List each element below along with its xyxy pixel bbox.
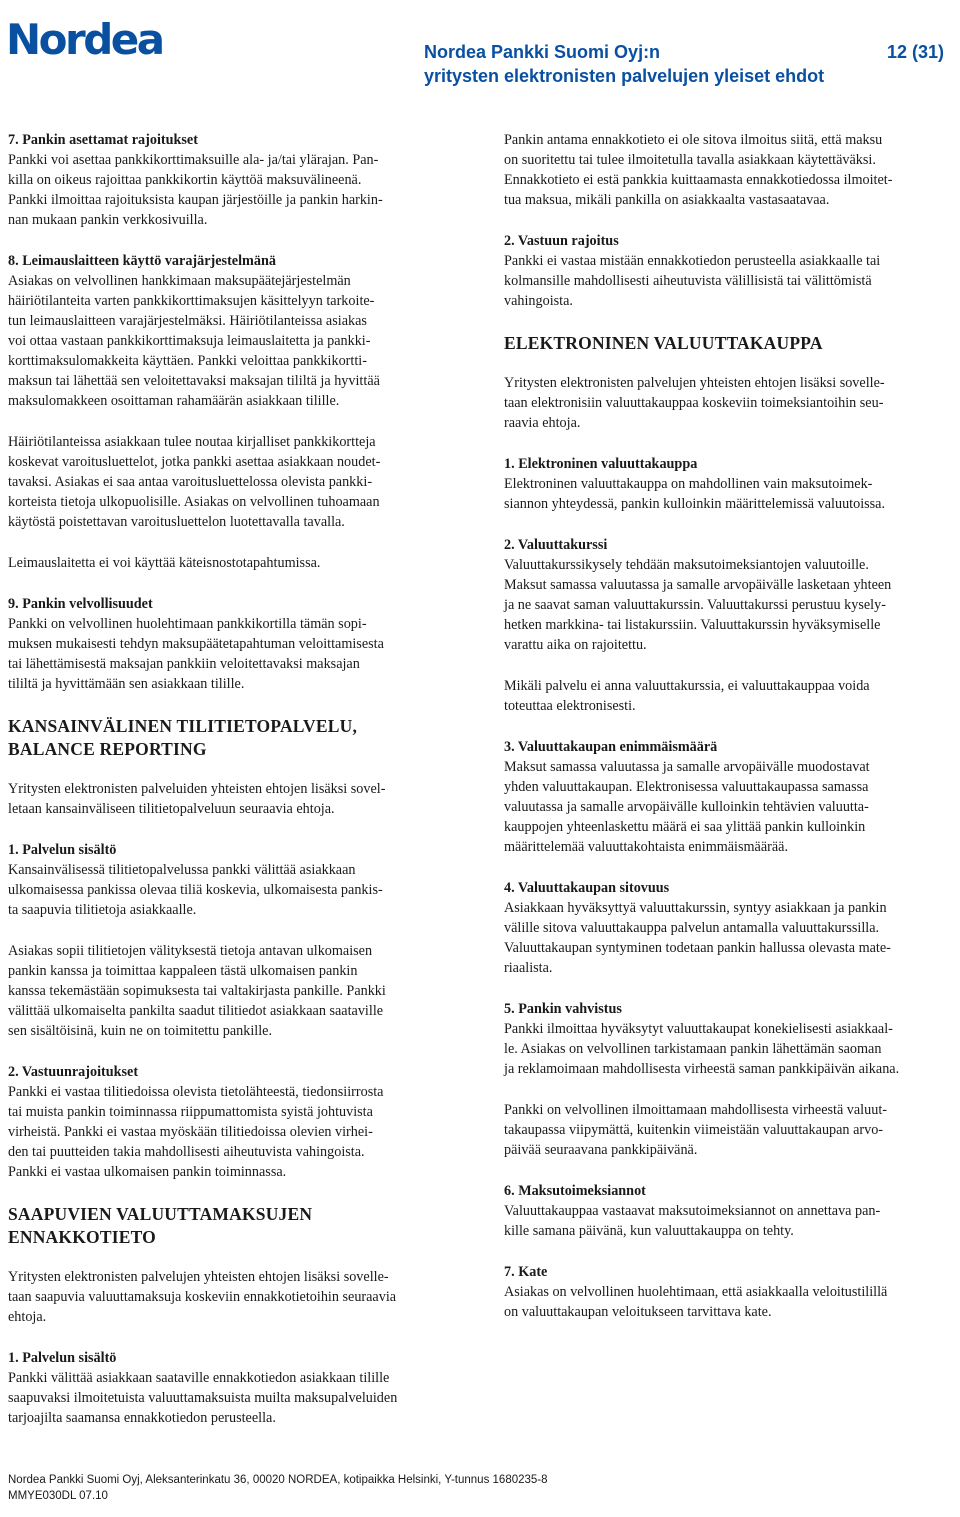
section-text <box>8 150 466 230</box>
text-line: Elektroninen valuuttakauppa on mahdollinen vain maksutoimek- <box>504 476 873 492</box>
paragraph-text <box>8 941 466 1041</box>
text-line: kanssa tekemästään sopimuksesta tai valtakirjasta pankille. Pankki <box>8 983 386 999</box>
text-line: Pankin antama ennakkotieto ei ole sitova ilmoitus siitä, että maksu <box>504 132 883 148</box>
paragraph-text <box>504 130 948 210</box>
page-number: 12 (31) <box>886 42 944 62</box>
text-line: on valuuttakaupan veloitukseen tarvittava kate. <box>504 1304 772 1320</box>
text-line: käytöstä poistettavan varoitusluettelon luotettavalla tavalla. <box>8 514 345 530</box>
section-text <box>504 1282 948 1322</box>
text-line: häiriötilanteita varten pankkikorttimaksujen käsittelyyn tarkoite- <box>8 293 375 309</box>
text-line: Yritysten elektronisten palvelujen yhteisten ehtojen lisäksi sovelle- <box>504 375 885 391</box>
text-line: Asiakas sopii tilitietojen välityksestä tietoja antavan ulkomaisen <box>8 943 373 959</box>
text-line: letaan kansainväliseen tilitietopalveluun seuraavia ehtoja. <box>8 801 335 817</box>
text-line: toteuttaa elektronisesti. <box>504 698 636 714</box>
elektroninen-intro <box>504 373 948 433</box>
right-column <box>504 130 948 1343</box>
text-line: välittää ulkomaiselta pankilta saadut tilitiedot asiakkaan saataville <box>8 1003 384 1019</box>
elektroninen-section-3 <box>504 737 948 857</box>
paragraph-text <box>504 1100 948 1160</box>
text-line: Pankki on velvollinen huolehtimaan pankkikortilla tämän sopi- <box>8 616 367 632</box>
text-line: voi ottaa vastaan pankkikorttimaksuja leimauslaitetta ja pankki- <box>8 333 371 349</box>
section-8-paragraph-2 <box>8 432 466 532</box>
kansainvalinen-section-1-paragraph-2 <box>8 941 466 1041</box>
text-line: välille sitova valuuttakauppa palvelun antamalla valuuttakurssilla. <box>504 920 880 936</box>
saapuvien-section-1 <box>8 1348 466 1428</box>
text-line: tun leimauslaitteen varajärjestelmäksi. Häiriötilanteissa asiakas <box>8 313 367 329</box>
text-line: taan elektronisiin valuuttakauppaa koskeviin toimeksiantoihin seu- <box>504 395 884 411</box>
section-9 <box>8 594 466 694</box>
chapter-title-kansainvalinen <box>8 715 466 761</box>
text-line: Maksut samassa valuutassa ja samalle arvopäivälle muodostavat <box>504 759 870 775</box>
left-column <box>8 130 466 1449</box>
text-line: kille samana päivänä, kun valuuttakauppa on tehty. <box>504 1223 794 1239</box>
text-line: Mikäli palvelu ei anna valuuttakurssia, ei valuuttakauppaa voida <box>504 678 870 694</box>
text-line: ENNAKKOTIETO <box>8 1227 156 1247</box>
text-line: pankin kanssa ja toimittaa kappaleen tästä ulkomaisen pankin <box>8 963 358 979</box>
footer-document-code: MMYE030DL 07.10 <box>8 1490 108 1502</box>
text-line: taan saapuvia valuuttamaksuja koskeviin ennakkotietoihin seuraavia <box>8 1289 397 1305</box>
saapuvien-section-2 <box>504 231 948 311</box>
elektroninen-section-5 <box>504 999 948 1079</box>
text-line: takaupassa viipymättä, kuitenkin viimeistään valuuttakaupan arvo- <box>504 1122 884 1138</box>
text-line: Pankki välittää asiakkaan saataville ennakkotiedon asiakkaan tilille <box>8 1370 390 1386</box>
section-heading: 3. Valuuttakaupan enimmäismäärä <box>504 739 718 755</box>
text-line: kolmansille mahdollisesti aiheutuvista välillisistä tai välittömistä <box>504 273 872 289</box>
text-line: Pankki on velvollinen ilmoittamaan mahdollisesta virheestä valuut- <box>504 1102 887 1118</box>
text-line: Yritysten elektronisten palveluiden yhteisten ehtojen lisäksi sovel- <box>8 781 386 797</box>
paragraph-text <box>504 676 948 716</box>
elektroninen-section-2-paragraph-2 <box>504 676 948 716</box>
text-line: tua maksua, mikäli pankilla on asiakkaalta vastasaatavaa. <box>504 192 830 208</box>
text-line: tavaksi. Asiakas ei saa antaa varoitusluettelossa olevista pankki- <box>8 474 373 490</box>
text-line: Asiakas on velvollinen huolehtimaan, että asiakkaalla veloitustilillä <box>504 1284 888 1300</box>
text-line: vahingoista. <box>504 293 573 309</box>
text-line: Leimauslaitetta ei voi käyttää käteisnostotapahtumissa. <box>8 555 321 571</box>
text-line: Pankki ei vastaa tilitiedoissa olevista tietolähteestä, tiedonsiirrosta <box>8 1084 384 1100</box>
text-line: ja ne saavat saman valuuttakurssin. Valuuttakurssi perustuu kysely- <box>504 597 886 613</box>
section-heading: 2. Valuuttakurssi <box>504 537 608 553</box>
text-line: SAAPUVIEN VALUUTTAMAKSUJEN <box>8 1204 313 1224</box>
paragraph-text <box>8 1267 466 1327</box>
text-line: Pankki ei vastaa mistään ennakkotiedon perusteella asiakkaalle tai <box>504 253 881 269</box>
section-text <box>8 1082 466 1182</box>
elektroninen-section-5-paragraph-2 <box>504 1100 948 1160</box>
text-line: Maksut samassa valuutassa ja samalle arvopäivälle lasketaan yhteen <box>504 577 892 593</box>
text-line: Pankki ei vastaa ulkomaisen pankin toiminnassa. <box>8 1164 287 1180</box>
chapter-title-saapuvien <box>8 1203 466 1249</box>
section-heading: 4. Valuuttakaupan sitovuus <box>504 880 670 896</box>
text-line: valuutassa ja samalle arvopäivälle kulloinkin tehtävien valuutta- <box>504 799 869 815</box>
text-line: saapuvaksi ilmoitetuista valuuttamaksuista muilta maksupalveluiden <box>8 1390 398 1406</box>
paragraph-text <box>504 373 948 433</box>
text-line: siannon yhteydessä, pankin kulloinkin määrittelemissä valuutoissa. <box>504 496 886 512</box>
text-line: KANSAINVÄLINEN TILITIETOPALVELU, <box>8 716 358 736</box>
header-subtitle: yritysten elektronisten palvelujen yleiset ehdot <box>424 66 825 86</box>
paragraph-text <box>8 779 466 819</box>
text-line: Kansainvälisessä tilitietopalvelussa pankki välittää asiakkaan <box>8 862 356 878</box>
text-line: Valuuttakaupan syntyminen todetaan pankin hallussa olevasta mate- <box>504 940 891 956</box>
section-text <box>504 1201 948 1241</box>
kansainvalinen-intro <box>8 779 466 819</box>
section-text <box>504 474 948 514</box>
text-line: den tai puutteiden takia mahdollisesti aiheutuvista vahingoista. <box>8 1144 365 1160</box>
section-text <box>504 1019 948 1079</box>
text-line: killa on oikeus rajoittaa pankkikortin käyttöä maksuvälineenä. <box>8 172 362 188</box>
text-line: ELEKTRONINEN VALUUTTAKAUPPA <box>504 333 823 353</box>
text-line: raavia ehtoja. <box>504 415 581 431</box>
section-8-paragraph-3 <box>8 553 466 573</box>
paragraph-text <box>8 553 466 573</box>
section-7 <box>8 130 466 230</box>
section-heading: 7. Pankin asettamat rajoitukset <box>8 132 198 148</box>
text-line: korteista tietoja ulkopuolisille. Asiakas on velvollinen tuhoamaan <box>8 494 380 510</box>
footer-company-info: Nordea Pankki Suomi Oyj, Aleksanterinkatu 36, 00020 NORDEA, kotipaikka Helsinki, Y-tunnus 1680235-8 <box>8 1474 548 1486</box>
text-line: ta saapuvia tilitietoja asiakkaalle. <box>8 902 197 918</box>
text-line: Pankki ilmoittaa hyväksytyt valuuttakaupat konekielisesti asiakkaal- <box>504 1021 893 1037</box>
elektroninen-section-1 <box>504 454 948 514</box>
text-line: Asiakas on velvollinen hankkimaan maksupäätejärjestelmän <box>8 273 351 289</box>
section-8 <box>8 251 466 411</box>
text-line: hetken markkina- tai listakurssiin. Valuuttakurssin hyväksymiselle <box>504 617 881 633</box>
text-line: ulkomaisessa pankissa olevaa tiliä koskevia, ulkomaisesta pankis- <box>8 882 383 898</box>
text-line: Yritysten elektronisten palvelujen yhteisten ehtojen lisäksi sovelle- <box>8 1269 389 1285</box>
kansainvalinen-section-1 <box>8 840 466 920</box>
text-line: on suoritettu tai tulee ilmoitetulla tavalla asiakkaan käytettäväksi. <box>504 152 876 168</box>
text-line: tai lähettämisestä maksajan pankkiin veloitettavaksi maksajan <box>8 656 360 672</box>
text-line: määrittelemää valuuttakohtaista enimmäismäärää. <box>504 839 789 855</box>
text-line: Valuuttakauppaa vastaavat maksutoimeksiannot on annettava pan- <box>504 1203 881 1219</box>
document-footer <box>8 1472 548 1504</box>
text-line: ja reklamoimaan mahdollisesta virheestä saman pankkipäivän aikana. <box>504 1061 900 1077</box>
section-heading: 2. Vastuun rajoitus <box>504 233 619 249</box>
header-title: Nordea Pankki Suomi Oyj:n <box>424 42 661 62</box>
text-line: koskevat varoitusluettelot, jotka pankki asettaa asiakkaan noudet- <box>8 454 381 470</box>
text-line: nan mukaan pankin verkkosivuilla. <box>8 212 208 228</box>
chapter-title-elektroninen <box>504 332 948 355</box>
text-line: maksulomakkeen osoittaman rahamäärän asiakkaan tilille. <box>8 393 340 409</box>
text-line: sen sisältöisinä, kuin ne on toimitettu pankille. <box>8 1023 273 1039</box>
paragraph-text <box>8 432 466 532</box>
text-line: tililtä ja hyvittämään sen asiakkaan tilille. <box>8 676 245 692</box>
text-line: le. Asiakas on velvollinen tarkistamaan pankin lähettämän saoman <box>504 1041 882 1057</box>
text-line: riaalista. <box>504 960 553 976</box>
section-heading: 6. Maksutoimeksiannot <box>504 1183 646 1199</box>
section-text <box>504 898 948 978</box>
section-heading: 1. Palvelun sisältö <box>8 1350 117 1366</box>
section-heading: 7. Kate <box>504 1264 548 1280</box>
logo-text: Nordea <box>6 16 163 62</box>
text-line: BALANCE REPORTING <box>8 739 207 759</box>
section-heading: 1. Elektroninen valuuttakauppa <box>504 456 698 472</box>
elektroninen-section-6 <box>504 1181 948 1241</box>
section-text <box>504 757 948 857</box>
section-heading: 9. Pankin velvollisuudet <box>8 596 153 612</box>
section-heading: 8. Leimauslaitteen käyttö varajärjestelmänä <box>8 253 276 269</box>
text-line: tarjoajilta saamansa ennakkotiedon perusteella. <box>8 1410 276 1426</box>
text-line: Pankki ilmoittaa rajoituksista kaupan järjestöille ja pankin harkin- <box>8 192 383 208</box>
section-text <box>504 555 948 655</box>
saapuvien-intro <box>8 1267 466 1327</box>
text-line: Asiakkaan hyväksyttyä valuuttakurssin, syntyy asiakkaan ja pankin <box>504 900 887 916</box>
text-line: yhden valuuttakaupan. Elektronisessa valuuttakaupassa samassa <box>504 779 869 795</box>
elektroninen-section-2 <box>504 535 948 655</box>
text-line: Ennakkotieto ei estä pankkia kuittaamasta ennakkotiedossa ilmoitet- <box>504 172 893 188</box>
elektroninen-section-7 <box>504 1262 948 1322</box>
kansainvalinen-section-2 <box>8 1062 466 1182</box>
saapuvien-paragraph-2 <box>504 130 948 210</box>
section-text <box>8 860 466 920</box>
nordea-logo <box>6 16 202 62</box>
section-text <box>504 251 948 311</box>
text-line: Pankki voi asettaa pankkikorttimaksuille ala- ja/tai ylärajan. Pan- <box>8 152 379 168</box>
text-line: tai muista pankin toiminnassa riippumattomista syistä johtuvista <box>8 1104 373 1120</box>
section-text <box>8 1368 466 1428</box>
text-line: virheistä. Pankki ei vastaa myöskään tilitiedoissa olevien virhei- <box>8 1124 373 1140</box>
text-line: korttimaksulomakkeita käyttäen. Pankki veloittaa pankkikortti- <box>8 353 367 369</box>
document-header <box>424 40 944 88</box>
section-text <box>8 271 466 411</box>
section-heading: 5. Pankin vahvistus <box>504 1001 622 1017</box>
text-line: Häiriötilanteissa asiakkaan tulee noutaa kirjalliset pankkikortteja <box>8 434 376 450</box>
text-line: maksun tai lähettää sen veloitettavaksi maksajan tililtä ja hyvittää <box>8 373 380 389</box>
section-heading: 2. Vastuunrajoitukset <box>8 1064 139 1080</box>
text-line: varattu aika on rajoitettu. <box>504 637 647 653</box>
text-line: muksen mukaisesti tehdyn maksupäätetapahtuman veloittamisesta <box>8 636 384 652</box>
elektroninen-section-4 <box>504 878 948 978</box>
text-line: kauppojen yhteenlaskettu määrä ei saa ylittää pankin kulloinkin <box>504 819 866 835</box>
text-line: ehtoja. <box>8 1309 47 1325</box>
text-line: päivää seuraavana pankkipäivänä. <box>504 1142 698 1158</box>
section-text <box>8 614 466 694</box>
text-line: Valuuttakurssikysely tehdään maksutoimeksiantojen valuutoille. <box>504 557 869 573</box>
section-heading: 1. Palvelun sisältö <box>8 842 117 858</box>
